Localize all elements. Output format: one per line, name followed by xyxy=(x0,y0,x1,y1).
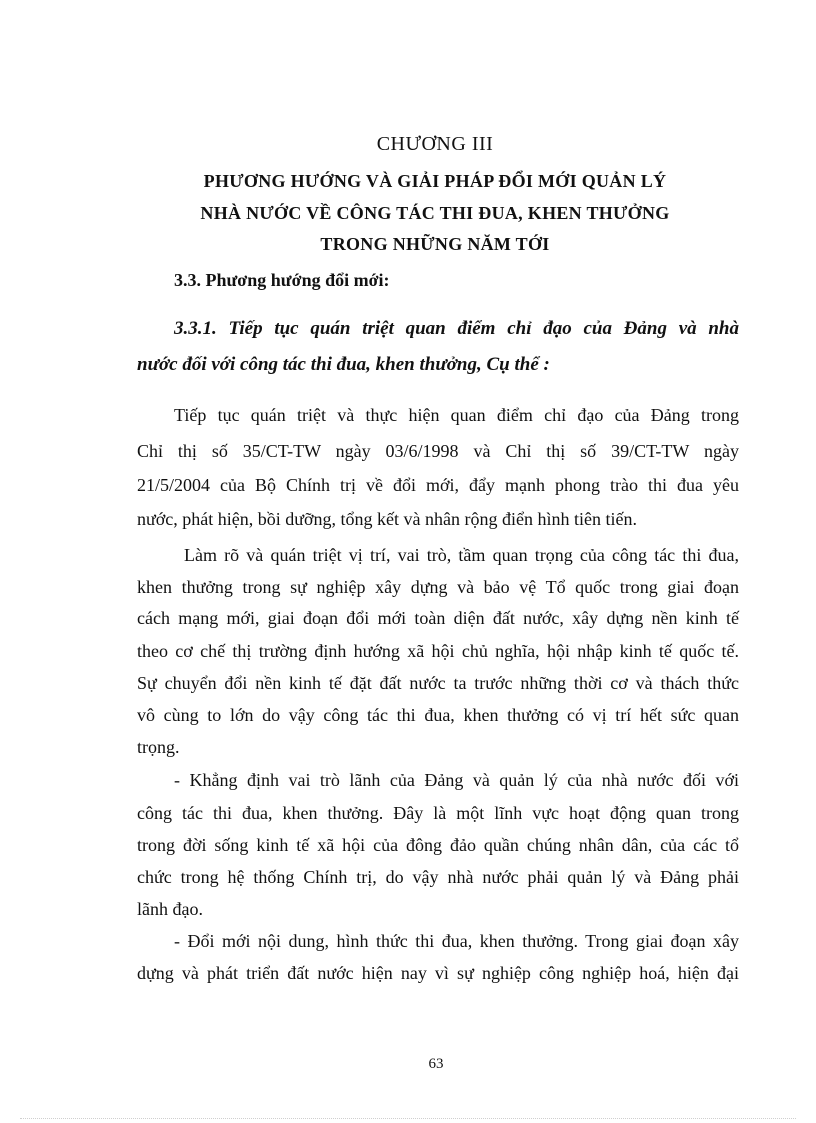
paragraph-2-line-6: vô cùng to lớn do vậy công tác thi đua, khen thưởng có vị trí hết sức quan xyxy=(137,705,739,725)
section-heading: 3.3. Phương hướng đổi mới: xyxy=(174,270,390,290)
paragraph-1-line-1: Tiếp tục quán triệt và thực hiện quan điểm chỉ đạo của Đảng trong xyxy=(174,405,739,425)
page-bottom-divider xyxy=(20,1118,796,1119)
paragraph-2-line-1: Làm rõ và quán triệt vị trí, vai trò, tầm quan trọng của công tác thi đua, xyxy=(184,545,739,565)
paragraph-3-line-1: - Khẳng định vai trò lãnh của Đảng và quản lý của nhà nước đối với xyxy=(174,770,739,790)
subsection-heading-line-1: 3.3.1. Tiếp tục quán triệt quan điểm chỉ đạo của Đảng và nhà xyxy=(174,318,739,339)
paragraph-3-line-2: công tác thi đua, khen thưởng. Đây là một lĩnh vực hoạt động quan trong xyxy=(137,803,739,823)
subsection-heading-line-2: nước đối với công tác thi đua, khen thưởng, Cụ thể : xyxy=(137,354,550,375)
paragraph-1-line-2: Chỉ thị số 35/CT-TW ngày 03/6/1998 và Chỉ thị số 39/CT-TW ngày xyxy=(137,441,739,461)
paragraph-3-line-4: chức trong hệ thống Chính trị, do vậy nhà nước phải quản lý và Đảng phải xyxy=(137,867,739,887)
paragraph-1-line-3: 21/5/2004 của Bộ Chính trị về đổi mới, đẩy mạnh phong trào thi đua yêu xyxy=(137,475,739,495)
paragraph-2-line-5: Sự chuyển đổi nền kinh tế đặt đất nước ta trước những thời cơ và thách thức xyxy=(137,673,739,693)
paragraph-3-line-5: lãnh đạo. xyxy=(137,899,203,919)
paragraph-2-line-7: trọng. xyxy=(137,737,180,757)
chapter-title-line-2: NHÀ NƯỚC VỀ CÔNG TÁC THI ĐUA, KHEN THƯỞNG xyxy=(200,203,670,223)
paragraph-4-line-2: dựng và phát triển đất nước hiện nay vì sự nghiệp công nghiệp hoá, hiện đại xyxy=(137,963,739,983)
chapter-title-line-3: TRONG NHỮNG NĂM TỚI xyxy=(320,234,550,254)
page-number: 63 xyxy=(428,1056,444,1072)
paragraph-2-line-4: theo cơ chế thị trường định hướng xã hội chủ nghĩa, hội nhập kinh tế quốc tế. xyxy=(137,641,739,661)
paragraph-1-line-4: nước, phát hiện, bồi dưỡng, tổng kết và nhân rộng điển hình tiên tiến. xyxy=(137,509,637,529)
paragraph-4-line-1: - Đổi mới nội dung, hình thức thi đua, khen thưởng. Trong giai đoạn xây xyxy=(174,931,739,951)
paragraph-2-line-3: cách mạng mới, giai đoạn đổi mới toàn diện đất nước, xây dựng nền kinh tế xyxy=(137,608,739,628)
chapter-label: CHƯƠNG III xyxy=(376,133,494,155)
paragraph-2-line-2: khen thưởng trong sự nghiệp xây dựng và bảo vệ Tổ quốc trong giai đoạn xyxy=(137,577,739,597)
chapter-title-line-1: PHƯƠNG HƯỚNG VÀ GIẢI PHÁP ĐỔI MỚI QUẢN LÝ xyxy=(203,171,667,191)
paragraph-3-line-3: trong đời sống kinh tế xã hội của đông đảo quần chúng nhân dân, của các tổ xyxy=(137,835,739,855)
